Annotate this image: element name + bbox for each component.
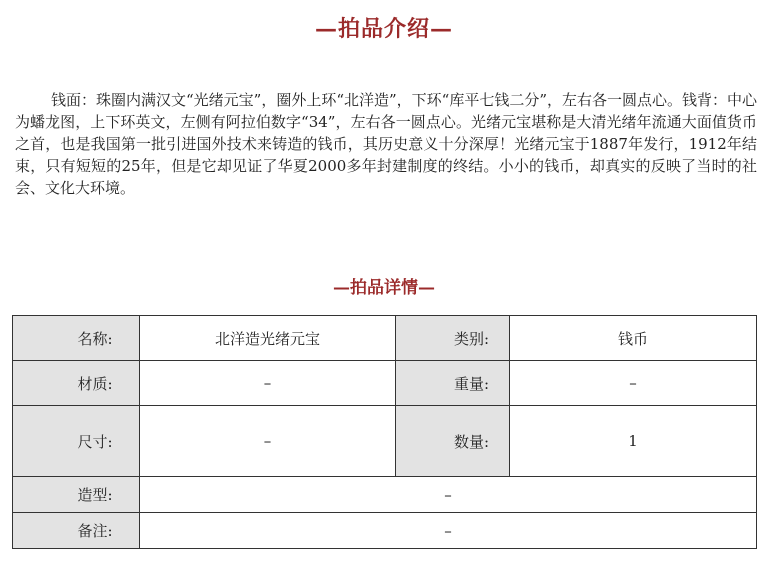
size-label: 尺寸: [13,406,140,477]
name-label: 名称: [13,316,140,361]
weight-label: 重量: [396,361,510,406]
shape-value: – [140,477,757,513]
material-value: – [140,361,396,406]
category-value: 钱币 [510,316,757,361]
details-row-material [13,361,757,406]
intro-description: 钱面：珠圈内满汉文“光绪元宝”，圈外上环“北洋造”，下环“库平七钱二分”，左右各一圆点心。钱背：中心为蟠龙图，上下环英文，左侧有阿拉伯数字“34”，左右各一圆点心。光绪元宝堪称是大清光绪年流通大面值货币之首，也是我国第一批引进国外技术来铸造的钱币，其历史意义十分深厚！光绪元宝于1887年发行，1912年结束，只有短短的25年，但是它却见证了华夏2000多年封建制度的终结。小小的钱币，却真实的反映了当时的社会、文化大环境。 [15,91,758,197]
intro-section-title: —拍品介绍— [314,16,453,42]
details-row-name [13,316,757,361]
weight-value: – [510,361,757,406]
name-value: 北洋造光绪元宝 [140,316,396,361]
details-row-size [13,406,757,477]
remark-label: 备注: [13,513,140,549]
size-value: – [140,406,396,477]
details-row-shape [13,477,757,513]
quantity-label: 数量: [396,406,510,477]
remark-value: – [140,513,757,549]
details-table [12,315,757,549]
material-label: 材质: [13,361,140,406]
category-label: 类别: [396,316,510,361]
details-row-remark [13,513,757,549]
shape-label: 造型: [13,477,140,513]
details-section-title: —拍品详情— [333,278,435,298]
quantity-value: 1 [510,406,757,477]
